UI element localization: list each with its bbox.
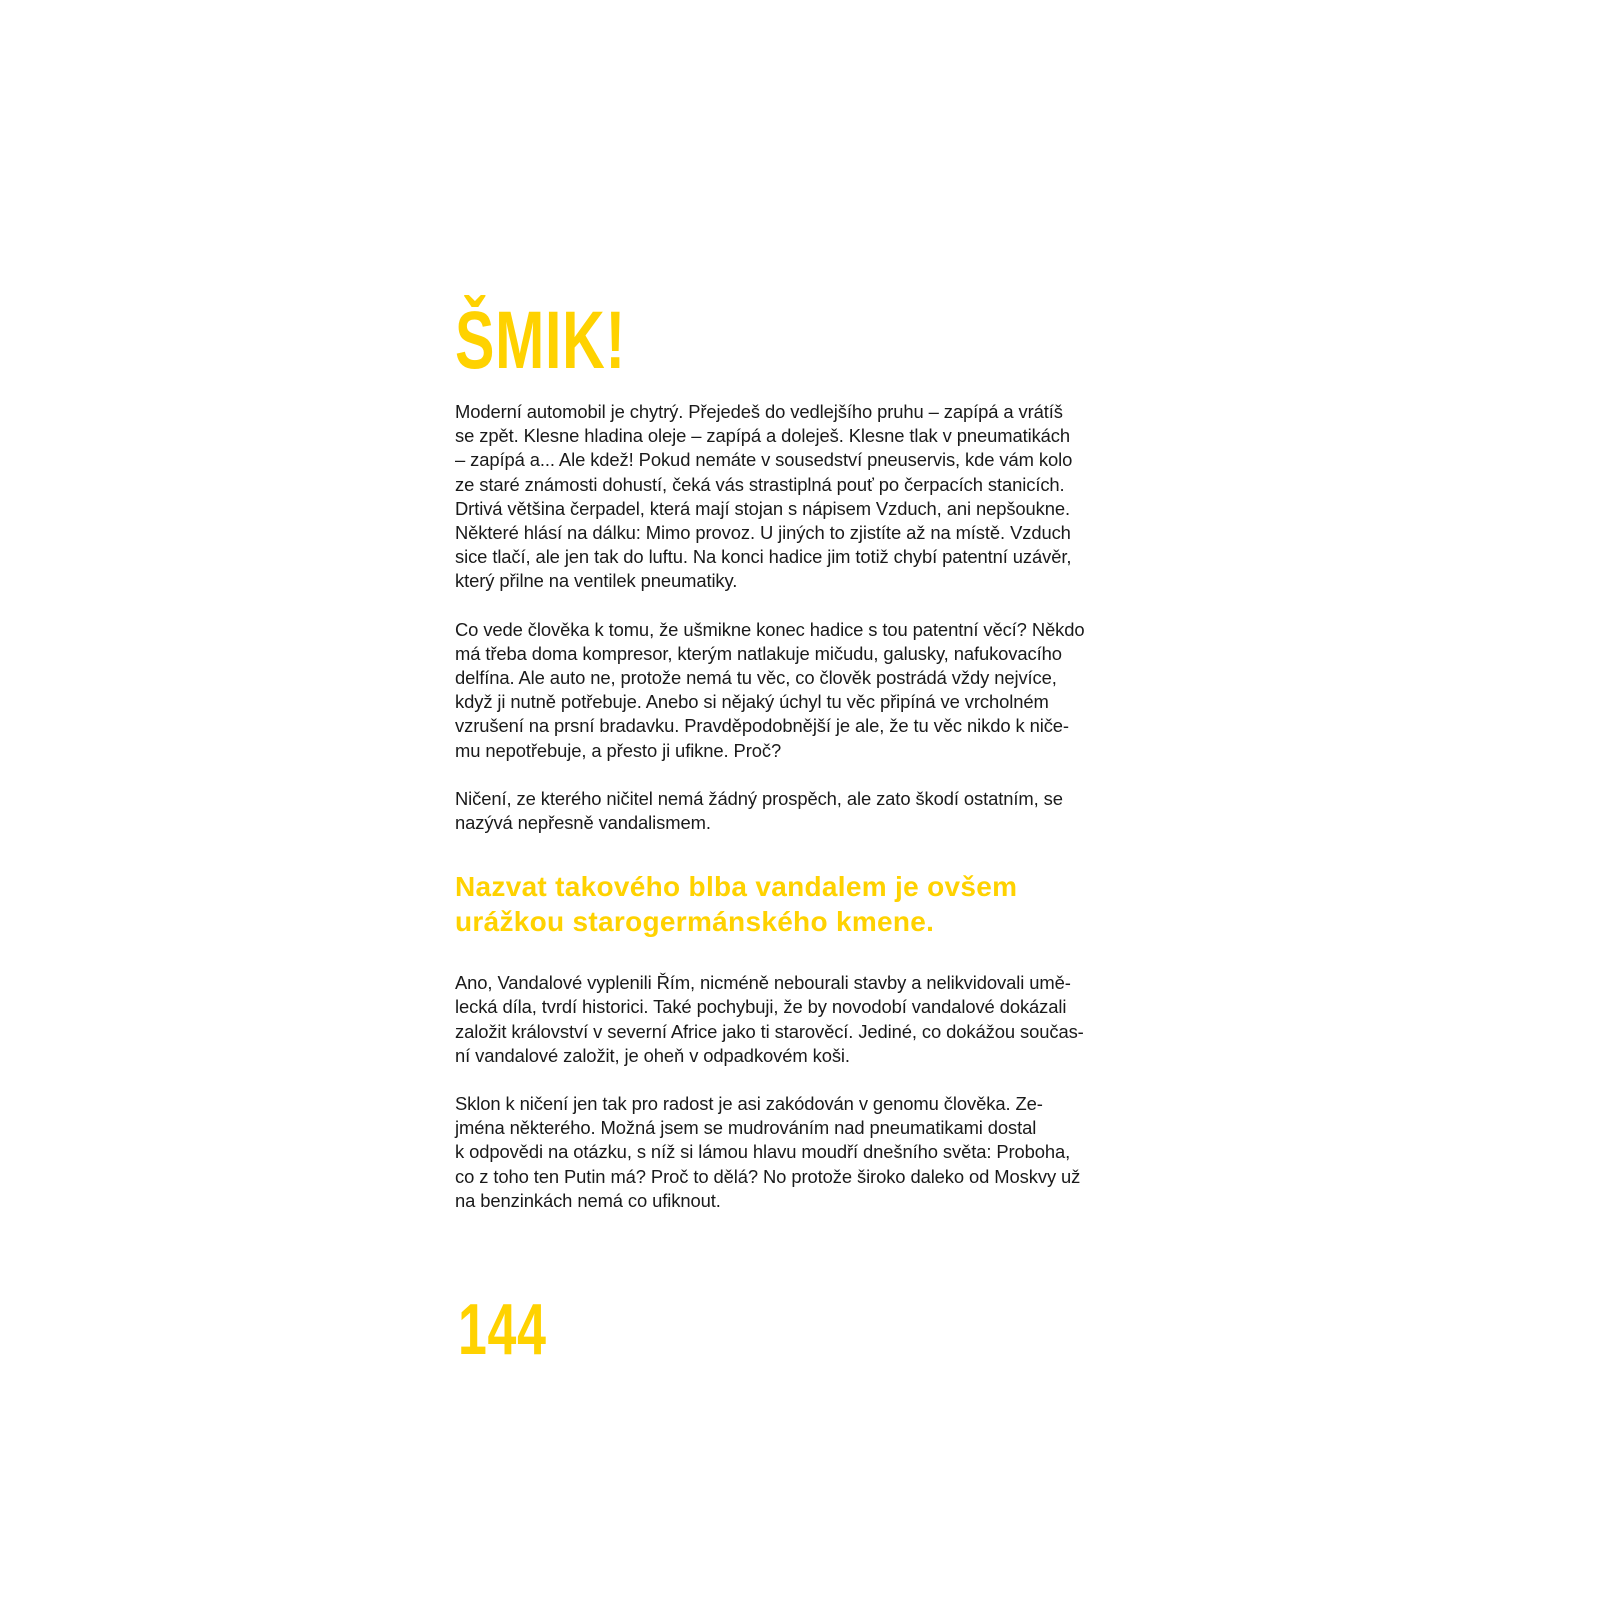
text-line: na benzinkách nemá co ufiknout. [455, 1189, 721, 1211]
text-line: má třeba doma kompresor, kterým natlakuje mičudu, galusky, nafukovacího [455, 642, 1062, 664]
paragraph-3 [455, 787, 1135, 835]
paragraph-gap [455, 763, 1135, 787]
text-line: Ano, Vandalové vyplenili Řím, nicméně nebourali stavby a nelikvidovali umě- [455, 972, 1071, 994]
text-line: založit království v severní Africe jako ti starověcí. Jediné, co dokážou součas- [455, 1020, 1084, 1042]
paragraph-gap [455, 594, 1135, 618]
text-line: – zapípá a... Ale kdež! Pokud nemáte v sousedství pneuservis, kde vám kolo [455, 449, 1073, 471]
subheading [455, 869, 1135, 939]
text-line: Sklon k ničení jen tak pro radost je asi zakódován v genomu člověka. Ze- [455, 1093, 1043, 1115]
paragraph-4 [455, 971, 1135, 1068]
page-title: ŠMIK! [455, 295, 626, 386]
paragraph-gap [455, 1068, 1135, 1092]
text-line: Moderní automobil je chytrý. Přejedeš do vedlejšího pruhu – zapípá a vrátíš [455, 401, 1063, 422]
text-line: jména některého. Možná jsem se mudrováním nad pneumatikami dostal [455, 1117, 1037, 1139]
text-line: sice tlačí, ale jen tak do luftu. Na konci hadice jim totiž chybí patentní uzávěr, [455, 546, 1072, 568]
text-line: Ničení, ze kterého ničitel nemá žádný prospěch, ale zato škodí ostatním, se [455, 787, 1063, 809]
text-line: Drtivá většina čerpadel, která mají stojan s nápisem Vzduch, ani nepšoukne. [455, 497, 1071, 519]
text-line: vzrušení na prsní bradavku. Pravděpodobnější je ale, že tu věc nikdo k niče- [455, 715, 1069, 737]
text-line: když ji nutně potřebuje. Anebo si nějaký úchyl tu věc připíná ve vrcholném [455, 691, 1049, 713]
paragraph-1 [455, 400, 1135, 594]
text-line: ze staré známosti dohustí, čeká vás strastiplná pouť po čerpacích stanicích. [455, 473, 1065, 495]
text-line: Některé hlásí na dálku: Mimo provoz. U jiných to zjistíte až na místě. Vzduch [455, 522, 1071, 544]
paragraph-2 [455, 618, 1135, 763]
page-number: 144 [458, 1290, 547, 1370]
page-content [455, 295, 1135, 1213]
text-line: ní vandalové založit, je oheň v odpadkovém koši. [455, 1044, 850, 1066]
text-line: co z toho ten Putin má? Proč to dělá? No protože široko daleko od Moskvy už [455, 1165, 1081, 1187]
text-line: delfína. Ale auto ne, protože nemá tu věc, co člověk postrádá vždy nejvíce, [455, 667, 1057, 689]
text-line: k odpovědi na otázku, s níž si lámou hlavu moudří dnešního světa: Proboha, [455, 1141, 1071, 1163]
text-line: nazývá nepřesně vandalismem. [455, 812, 711, 834]
text-line: který přilne na ventilek pneumatiky. [455, 570, 738, 592]
subheading-line: urážkou starogermánského kmene. [455, 906, 935, 938]
paragraph-5 [455, 1092, 1135, 1213]
text-line: Co vede člověka k tomu, že ušmikne konec hadice s tou patentní věcí? Někdo [455, 618, 1085, 640]
text-line: mu nepotřebuje, a přesto ji ufikne. Proč? [455, 739, 782, 761]
text-line: se zpět. Klesne hladina oleje – zapípá a doleješ. Klesne tlak v pneumatikách [455, 425, 1071, 447]
subheading-line: Nazvat takového blba vandalem je ovšem [455, 871, 1018, 903]
text-line: lecká díla, tvrdí historici. Také pochybuji, že by novodobí vandalové dokázali [455, 996, 1067, 1018]
